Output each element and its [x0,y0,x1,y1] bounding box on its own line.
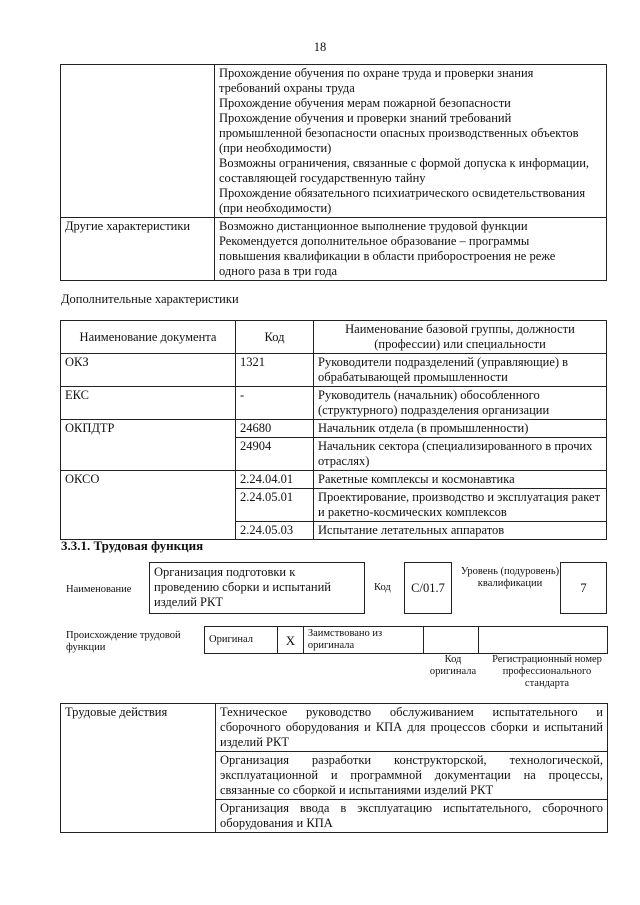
table-row [205,627,608,654]
text-line: Прохождение обучения и проверки знаний требований [219,111,512,125]
code-original-label: Код оригинала [429,654,477,677]
row-content [215,218,607,281]
name-cell: Ракетные комплексы и космонавтика [314,471,607,489]
name-cell: Начальник сектора (специализированного в прочих отраслях) [314,438,607,471]
code-cell: - [236,387,314,420]
code-cell: 24680 [236,420,314,438]
column-header: Код [236,321,314,354]
text-line: (при необходимости) [219,141,332,155]
code-cell: 24904 [236,438,314,471]
doc-cell: ОКПДТР [61,420,236,471]
table-row [61,704,608,752]
action-cell: Организация ввода в эксплуатацию испытательного, сборочного оборудования и КПА [216,800,608,833]
reg-number-label: Регистрационный номер профессионального стандарта [492,654,602,689]
origin-table [204,626,608,654]
name-cell: Руководители подразделений (управляющие) в обрабатывающей промышленности [314,354,607,387]
table-row [61,354,607,387]
text-line: Возможны ограничения, связанные с формой допуска к информации, [219,156,590,170]
text-line: Возможно дистанционное выполнение трудовой функции [219,219,528,233]
column-header: Наименование документа [61,321,236,354]
text-line: промышленной безопасности опасных производственных объектов [219,126,579,140]
column-header: Наименование базовой группы, должности (профессии) или специальности [314,321,607,354]
row-content [215,65,607,218]
table-row [61,218,607,281]
text-line: требований охраны труда [219,81,355,95]
text-line: составляющей государственную тайну [219,171,426,185]
original-code-cell [423,627,479,654]
text-line: Прохождение обучения мерам пожарной безопасности [219,96,511,110]
original-mark: X [277,627,303,654]
level-box: 7 [560,562,607,614]
origin-label: Происхождение трудовой функции [66,630,181,653]
row-label: Другие характеристики [61,218,215,281]
text-line: Прохождение обязательного психиатрического освидетельствования [219,186,586,200]
row-label: Трудовые действия [61,704,216,833]
code-cell: 2.24.05.03 [236,522,314,540]
table-header-row [61,321,607,354]
text-line: Рекомендуется дополнительное образование – программы [219,234,530,248]
level-label: Уровень (подуровень) квалификации [460,566,560,589]
section-heading: Дополнительные характеристики [61,292,239,306]
action-cell: Организация разработки конструкторской, технологической, эксплуатационной и программной документации на процессы, связанные со сборкой и испытаниями изделий РКТ [216,752,608,800]
reg-number-cell [479,627,608,654]
text-line: одного раза в три года [219,264,338,278]
table-row [61,471,607,489]
name-cell: Проектирование, производство и эксплуатация ракет и ракетно-космических комплексов [314,489,607,522]
code-cell: 2.24.05.01 [236,489,314,522]
table-row [61,387,607,420]
requirements-table [60,64,607,281]
labor-actions-table [60,703,608,833]
code-cell: 2.24.04.01 [236,471,314,489]
function-code-box: С/01.7 [404,562,452,614]
doc-cell: ОКЗ [61,354,236,387]
name-cell: Начальник отдела (в промышленности) [314,420,607,438]
text-line: (при необходимости) [219,201,332,215]
additional-characteristics-table [60,320,607,540]
text-line: повышения квалификации в области приборостроения не реже [219,249,556,263]
text-line: Прохождение обучения по охране труда и проверки знания [219,66,534,80]
original-label: Оригинал [205,627,278,654]
row-label [61,65,215,218]
code-label: Код [374,582,391,593]
name-cell: Руководитель (начальник) обособленного (структурного) подразделения организации [314,387,607,420]
doc-cell: ОКСО [61,471,236,540]
function-title: 3.3.1. Трудовая функция [61,538,204,553]
doc-cell: ЕКС [61,387,236,420]
name-label: Наименование [66,584,132,595]
function-name-box: Организация подготовки к проведению сборки и испытаний изделий РКТ [149,562,365,614]
table-row [61,420,607,438]
borrowed-label: Заимствовано из оригинала [303,627,423,654]
page-number: 18 [313,40,327,54]
code-cell: 1321 [236,354,314,387]
table-row [61,65,607,218]
action-cell: Техническое руководство обслуживанием испытательного и сборочного оборудования и КПА для процессов сборки и испытаний изделий РКТ [216,704,608,752]
name-cell: Испытание летательных аппаратов [314,522,607,540]
